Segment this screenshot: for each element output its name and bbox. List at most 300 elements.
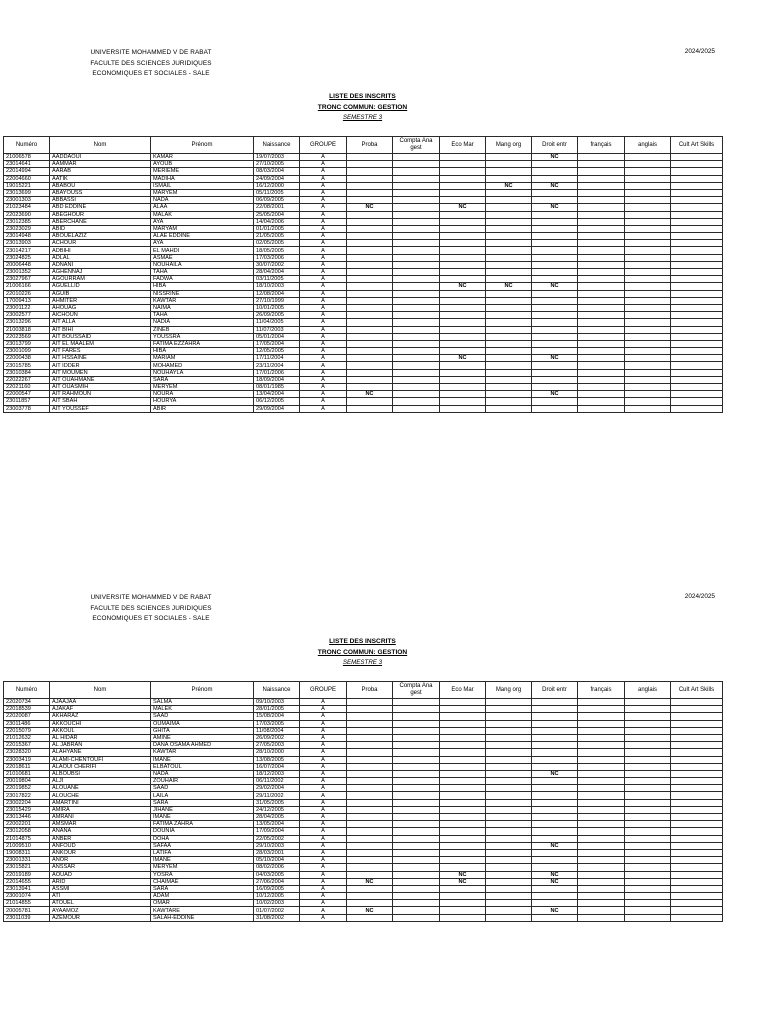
cell-mang-org bbox=[486, 218, 532, 225]
cell-naissance: 06/11/2002 bbox=[254, 778, 300, 785]
cell-prenom: NADA bbox=[151, 770, 254, 777]
cell-naissance: 28/10/2000 bbox=[254, 749, 300, 756]
cell-numero: 22018539 bbox=[4, 706, 50, 713]
cell-naissance: 25/05/2004 bbox=[254, 211, 300, 218]
cell-groupe: A bbox=[300, 770, 347, 777]
cell-nom: AZEMOUR bbox=[50, 914, 151, 921]
table-row bbox=[4, 405, 723, 412]
cell-numero: 22023690 bbox=[4, 211, 50, 218]
cell-anglais bbox=[625, 175, 671, 182]
cell-francais bbox=[578, 154, 625, 161]
cell-eco-mar bbox=[440, 182, 486, 189]
cell-prenom: MARIAM bbox=[151, 355, 254, 362]
cell-proba: NC bbox=[347, 391, 393, 398]
cell-cult-art-skills bbox=[671, 326, 723, 333]
table-row bbox=[4, 225, 723, 232]
cell-eco-mar bbox=[440, 885, 486, 892]
cell-numero: 23013699 bbox=[4, 189, 50, 196]
cell-numero: 21014855 bbox=[4, 900, 50, 907]
cell-eco-mar: NC bbox=[440, 871, 486, 878]
cell-cult-art-skills bbox=[671, 734, 723, 741]
column-header-nom: Nom bbox=[50, 682, 151, 699]
cell-eco-mar bbox=[440, 391, 486, 398]
cell-droit-entr: NC bbox=[532, 871, 578, 878]
list-title: LISTE DES INSCRITS bbox=[329, 638, 396, 645]
cell-eco-mar bbox=[440, 699, 486, 706]
cell-numero: 22019189 bbox=[4, 871, 50, 878]
cell-nom: AIT OUASMIH bbox=[50, 384, 151, 391]
cell-mang-org bbox=[486, 806, 532, 813]
cell-groupe: A bbox=[300, 727, 347, 734]
cell-droit-entr bbox=[532, 369, 578, 376]
cell-cult-art-skills bbox=[671, 914, 723, 921]
cell-cult-art-skills bbox=[671, 835, 723, 842]
cell-proba bbox=[347, 197, 393, 204]
cell-numero: 17009413 bbox=[4, 297, 50, 304]
column-header-mang-org: Mang org bbox=[486, 137, 532, 154]
cell-groupe: A bbox=[300, 763, 347, 770]
table-row bbox=[4, 276, 723, 283]
cell-proba: NC bbox=[347, 204, 393, 211]
cell-prenom: IMANE bbox=[151, 857, 254, 864]
cell-cult-art-skills bbox=[671, 871, 723, 878]
cell-naissance: 09/10/2003 bbox=[254, 699, 300, 706]
cell-anglais bbox=[625, 792, 671, 799]
cell-numero: 22015367 bbox=[4, 742, 50, 749]
cell-compta-ana-gest bbox=[393, 304, 440, 311]
cell-nom: ANKOUR bbox=[50, 849, 151, 856]
cell-cult-art-skills bbox=[671, 304, 723, 311]
cell-cult-art-skills bbox=[671, 283, 723, 290]
cell-mang-org bbox=[486, 864, 532, 871]
students-table bbox=[3, 681, 723, 922]
cell-numero: 22000547 bbox=[4, 391, 50, 398]
cell-numero: 23017822 bbox=[4, 792, 50, 799]
cell-mang-org bbox=[486, 828, 532, 835]
academic-year: 2024/2025 bbox=[684, 593, 715, 600]
table-row bbox=[4, 333, 723, 340]
cell-groupe: A bbox=[300, 391, 347, 398]
cell-numero: 22022267 bbox=[4, 376, 50, 383]
cell-droit-entr bbox=[532, 742, 578, 749]
cell-mang-org bbox=[486, 792, 532, 799]
cell-mang-org bbox=[486, 254, 532, 261]
cell-proba bbox=[347, 785, 393, 792]
cell-anglais bbox=[625, 857, 671, 864]
cell-proba bbox=[347, 362, 393, 369]
cell-mang-org bbox=[486, 727, 532, 734]
cell-anglais bbox=[625, 168, 671, 175]
cell-compta-ana-gest bbox=[393, 770, 440, 777]
cell-compta-ana-gest bbox=[393, 885, 440, 892]
cell-eco-mar bbox=[440, 756, 486, 763]
cell-prenom: HOURYA bbox=[151, 398, 254, 405]
cell-francais bbox=[578, 175, 625, 182]
cell-prenom: DOUNIA bbox=[151, 828, 254, 835]
cell-cult-art-skills bbox=[671, 842, 723, 849]
cell-groupe: A bbox=[300, 319, 347, 326]
cell-eco-mar bbox=[440, 247, 486, 254]
cell-droit-entr bbox=[532, 319, 578, 326]
table-row bbox=[4, 154, 723, 161]
cell-compta-ana-gest bbox=[393, 727, 440, 734]
cell-groupe: A bbox=[300, 218, 347, 225]
cell-naissance: 31/08/2002 bbox=[254, 914, 300, 921]
cell-prenom: MOHAMED bbox=[151, 362, 254, 369]
cell-numero: 21010681 bbox=[4, 770, 50, 777]
cell-droit-entr: NC bbox=[532, 770, 578, 777]
cell-groupe: A bbox=[300, 247, 347, 254]
table-row bbox=[4, 197, 723, 204]
cell-cult-art-skills bbox=[671, 763, 723, 770]
cell-naissance: 28/01/2005 bbox=[254, 706, 300, 713]
cell-cult-art-skills bbox=[671, 849, 723, 856]
cell-cult-art-skills bbox=[671, 792, 723, 799]
cell-naissance: 22/08/2001 bbox=[254, 204, 300, 211]
cell-proba bbox=[347, 326, 393, 333]
cell-groupe: A bbox=[300, 211, 347, 218]
cell-cult-art-skills bbox=[671, 720, 723, 727]
cell-eco-mar bbox=[440, 276, 486, 283]
cell-nom: AIT FARES bbox=[50, 348, 151, 355]
cell-droit-entr bbox=[532, 821, 578, 828]
cell-francais bbox=[578, 233, 625, 240]
cell-nom: AJAKAF bbox=[50, 706, 151, 713]
cell-droit-entr bbox=[532, 749, 578, 756]
university-name: UNIVERSITE MOHAMMED V DE RABAT bbox=[90, 594, 212, 601]
cell-prenom: SARA bbox=[151, 799, 254, 806]
table-row bbox=[4, 756, 723, 763]
cell-mang-org bbox=[486, 369, 532, 376]
table-row bbox=[4, 304, 723, 311]
cell-proba bbox=[347, 233, 393, 240]
cell-cult-art-skills bbox=[671, 369, 723, 376]
cell-numero: 23013903 bbox=[4, 240, 50, 247]
cell-compta-ana-gest bbox=[393, 857, 440, 864]
cell-prenom: MADIHA bbox=[151, 175, 254, 182]
column-header-cult-art-skills: Cult Art Skills bbox=[671, 682, 723, 699]
cell-prenom: SAAD bbox=[151, 785, 254, 792]
cell-proba bbox=[347, 240, 393, 247]
cell-cult-art-skills bbox=[671, 261, 723, 268]
cell-groupe: A bbox=[300, 742, 347, 749]
cell-mang-org bbox=[486, 871, 532, 878]
cell-naissance: 06/12/2005 bbox=[254, 398, 300, 405]
cell-compta-ana-gest bbox=[393, 720, 440, 727]
cell-groupe: A bbox=[300, 189, 347, 196]
cell-compta-ana-gest bbox=[393, 369, 440, 376]
cell-prenom: TAHA bbox=[151, 269, 254, 276]
cell-groupe: A bbox=[300, 893, 347, 900]
cell-proba bbox=[347, 914, 393, 921]
cell-nom: AIT YOUSSEF bbox=[50, 405, 151, 412]
cell-compta-ana-gest bbox=[393, 799, 440, 806]
cell-francais bbox=[578, 749, 625, 756]
cell-mang-org bbox=[486, 297, 532, 304]
cell-numero: 22015079 bbox=[4, 727, 50, 734]
cell-prenom: DOHA bbox=[151, 835, 254, 842]
cell-nom: ANANA bbox=[50, 828, 151, 835]
cell-nom: AIT EL MAALEM bbox=[50, 340, 151, 347]
cell-francais bbox=[578, 312, 625, 319]
cell-prenom: SAFAA bbox=[151, 842, 254, 849]
cell-numero: 23001074 bbox=[4, 893, 50, 900]
column-header-mang-org: Mang org bbox=[486, 682, 532, 699]
cell-francais bbox=[578, 254, 625, 261]
cell-naissance: 11/08/2004 bbox=[254, 727, 300, 734]
program-title: TRONC COMMUN: GESTION bbox=[317, 103, 408, 111]
cell-droit-entr bbox=[532, 297, 578, 304]
cell-mang-org bbox=[486, 778, 532, 785]
table-row bbox=[4, 175, 723, 182]
cell-naissance: 05/10/2004 bbox=[254, 857, 300, 864]
cell-mang-org bbox=[486, 269, 532, 276]
cell-numero: 23003778 bbox=[4, 405, 50, 412]
cell-prenom: HIBA bbox=[151, 283, 254, 290]
table-row bbox=[4, 233, 723, 240]
cell-prenom: FATIMA ZAHRA bbox=[151, 821, 254, 828]
cell-proba bbox=[347, 792, 393, 799]
cell-compta-ana-gest bbox=[393, 247, 440, 254]
cell-anglais bbox=[625, 778, 671, 785]
cell-droit-entr bbox=[532, 240, 578, 247]
cell-francais bbox=[578, 384, 625, 391]
cell-proba bbox=[347, 778, 393, 785]
cell-naissance: 27/10/1999 bbox=[254, 297, 300, 304]
cell-droit-entr bbox=[532, 175, 578, 182]
institution-header bbox=[70, 48, 232, 80]
cell-droit-entr bbox=[532, 168, 578, 175]
cell-droit-entr bbox=[532, 792, 578, 799]
cell-anglais bbox=[625, 871, 671, 878]
cell-compta-ana-gest bbox=[393, 182, 440, 189]
cell-francais bbox=[578, 261, 625, 268]
cell-groupe: A bbox=[300, 154, 347, 161]
cell-mang-org bbox=[486, 885, 532, 892]
cell-prenom: NOUHAYLA bbox=[151, 369, 254, 376]
cell-groupe: A bbox=[300, 261, 347, 268]
table-row bbox=[4, 384, 723, 391]
cell-nom: AIT MOUMEN bbox=[50, 369, 151, 376]
cell-cult-art-skills bbox=[671, 878, 723, 885]
cell-prenom: MARYAM bbox=[151, 225, 254, 232]
cell-numero: 23014641 bbox=[4, 161, 50, 168]
cell-proba bbox=[347, 398, 393, 405]
cell-prenom: MERYEM bbox=[151, 864, 254, 871]
cell-eco-mar bbox=[440, 706, 486, 713]
cell-prenom: LAILA bbox=[151, 792, 254, 799]
cell-eco-mar bbox=[440, 792, 486, 799]
cell-anglais bbox=[625, 405, 671, 412]
cell-cult-art-skills bbox=[671, 168, 723, 175]
cell-eco-mar bbox=[440, 240, 486, 247]
column-header-droit-entr: Droit entr bbox=[532, 682, 578, 699]
cell-groupe: A bbox=[300, 914, 347, 921]
cell-anglais bbox=[625, 254, 671, 261]
cell-droit-entr bbox=[532, 304, 578, 311]
cell-francais bbox=[578, 319, 625, 326]
cell-nom: AMIRA bbox=[50, 806, 151, 813]
cell-numero: 19015221 bbox=[4, 182, 50, 189]
cell-groupe: A bbox=[300, 814, 347, 821]
cell-francais bbox=[578, 799, 625, 806]
cell-compta-ana-gest bbox=[393, 319, 440, 326]
cell-numero: 23003419 bbox=[4, 756, 50, 763]
cell-nom: AIT BIHI bbox=[50, 326, 151, 333]
cell-nom: ABEGHOUR bbox=[50, 211, 151, 218]
cell-eco-mar bbox=[440, 261, 486, 268]
cell-francais bbox=[578, 857, 625, 864]
cell-proba bbox=[347, 770, 393, 777]
cell-prenom: HIBA bbox=[151, 348, 254, 355]
cell-anglais bbox=[625, 785, 671, 792]
cell-compta-ana-gest bbox=[393, 405, 440, 412]
table-row bbox=[4, 269, 723, 276]
cell-droit-entr: NC bbox=[532, 204, 578, 211]
cell-cult-art-skills bbox=[671, 405, 723, 412]
cell-nom: AYAAMOZ bbox=[50, 907, 151, 914]
cell-droit-entr bbox=[532, 233, 578, 240]
table-row bbox=[4, 878, 723, 885]
cell-compta-ana-gest bbox=[393, 742, 440, 749]
table-row bbox=[4, 247, 723, 254]
cell-nom: ANBER bbox=[50, 835, 151, 842]
cell-mang-org bbox=[486, 821, 532, 828]
cell-compta-ana-gest bbox=[393, 384, 440, 391]
institution-header bbox=[70, 593, 232, 625]
table-row bbox=[4, 189, 723, 196]
cell-nom: AATIK bbox=[50, 175, 151, 182]
cell-eco-mar bbox=[440, 197, 486, 204]
cell-proba bbox=[347, 384, 393, 391]
cell-prenom: YOSRA bbox=[151, 871, 254, 878]
cell-nom: AIT OUAHMANE bbox=[50, 376, 151, 383]
cell-compta-ana-gest bbox=[393, 778, 440, 785]
column-header-numero: Numéro bbox=[4, 137, 50, 154]
column-header-numero: Numéro bbox=[4, 682, 50, 699]
cell-compta-ana-gest bbox=[393, 893, 440, 900]
table-row bbox=[4, 326, 723, 333]
cell-groupe: A bbox=[300, 878, 347, 885]
cell-nom: AIT BOUSSAID bbox=[50, 333, 151, 340]
cell-mang-org bbox=[486, 197, 532, 204]
cell-cult-art-skills bbox=[671, 225, 723, 232]
cell-cult-art-skills bbox=[671, 857, 723, 864]
cell-groupe: A bbox=[300, 778, 347, 785]
cell-compta-ana-gest bbox=[393, 849, 440, 856]
cell-eco-mar bbox=[440, 326, 486, 333]
cell-eco-mar: NC bbox=[440, 355, 486, 362]
cell-nom: AIT RAHMOUN bbox=[50, 391, 151, 398]
cell-naissance: 18/10/2003 bbox=[254, 283, 300, 290]
cell-eco-mar: NC bbox=[440, 204, 486, 211]
cell-prenom: ALAA bbox=[151, 204, 254, 211]
cell-naissance: 29/10/2003 bbox=[254, 842, 300, 849]
cell-francais bbox=[578, 900, 625, 907]
table-row bbox=[4, 814, 723, 821]
cell-naissance: 01/07/2002 bbox=[254, 907, 300, 914]
cell-eco-mar bbox=[440, 749, 486, 756]
cell-compta-ana-gest bbox=[393, 398, 440, 405]
list-title-block bbox=[250, 92, 475, 124]
table-row bbox=[4, 391, 723, 398]
column-header-francais: français bbox=[578, 682, 625, 699]
cell-numero: 23011039 bbox=[4, 914, 50, 921]
cell-proba bbox=[347, 405, 393, 412]
cell-eco-mar bbox=[440, 254, 486, 261]
cell-prenom: KAWTARE bbox=[151, 907, 254, 914]
cell-groupe: A bbox=[300, 204, 347, 211]
cell-proba bbox=[347, 706, 393, 713]
cell-mang-org bbox=[486, 211, 532, 218]
cell-groupe: A bbox=[300, 756, 347, 763]
cell-anglais bbox=[625, 233, 671, 240]
cell-numero: 22018611 bbox=[4, 763, 50, 770]
cell-prenom: NOUHAILA bbox=[151, 261, 254, 268]
cell-mang-org bbox=[486, 276, 532, 283]
list-title: LISTE DES INSCRITS bbox=[329, 93, 396, 100]
cell-cult-art-skills bbox=[671, 814, 723, 821]
table-row bbox=[4, 261, 723, 268]
cell-compta-ana-gest bbox=[393, 225, 440, 232]
cell-naissance: 17/05/2004 bbox=[254, 340, 300, 347]
table-row bbox=[4, 849, 723, 856]
cell-francais bbox=[578, 269, 625, 276]
cell-cult-art-skills bbox=[671, 197, 723, 204]
cell-cult-art-skills bbox=[671, 276, 723, 283]
cell-francais bbox=[578, 355, 625, 362]
cell-droit-entr bbox=[532, 914, 578, 921]
cell-droit-entr bbox=[532, 326, 578, 333]
cell-eco-mar bbox=[440, 914, 486, 921]
cell-nom: AKKOUL bbox=[50, 727, 151, 734]
cell-groupe: A bbox=[300, 871, 347, 878]
table-row bbox=[4, 914, 723, 921]
cell-proba bbox=[347, 734, 393, 741]
cell-proba bbox=[347, 713, 393, 720]
cell-proba bbox=[347, 900, 393, 907]
cell-nom: ALOUANE bbox=[50, 785, 151, 792]
cell-numero: 22010226 bbox=[4, 290, 50, 297]
cell-groupe: A bbox=[300, 161, 347, 168]
cell-cult-art-skills bbox=[671, 218, 723, 225]
cell-nom: AMRANI bbox=[50, 814, 151, 821]
cell-groupe: A bbox=[300, 706, 347, 713]
cell-mang-org bbox=[486, 304, 532, 311]
cell-groupe: A bbox=[300, 333, 347, 340]
cell-nom: AJAAJAA bbox=[50, 699, 151, 706]
cell-eco-mar bbox=[440, 806, 486, 813]
cell-groupe: A bbox=[300, 348, 347, 355]
cell-droit-entr bbox=[532, 189, 578, 196]
cell-prenom: MALAK bbox=[151, 211, 254, 218]
table-row bbox=[4, 290, 723, 297]
cell-cult-art-skills bbox=[671, 154, 723, 161]
cell-numero: 22019852 bbox=[4, 785, 50, 792]
cell-groupe: A bbox=[300, 297, 347, 304]
cell-anglais bbox=[625, 814, 671, 821]
cell-anglais bbox=[625, 384, 671, 391]
cell-eco-mar bbox=[440, 398, 486, 405]
cell-francais bbox=[578, 391, 625, 398]
cell-cult-art-skills bbox=[671, 713, 723, 720]
cell-prenom: MALEK bbox=[151, 706, 254, 713]
cell-numero: 23027967 bbox=[4, 276, 50, 283]
cell-naissance: 29/09/2004 bbox=[254, 405, 300, 412]
cell-anglais bbox=[625, 907, 671, 914]
cell-prenom: ASMAE bbox=[151, 254, 254, 261]
cell-mang-org bbox=[486, 240, 532, 247]
